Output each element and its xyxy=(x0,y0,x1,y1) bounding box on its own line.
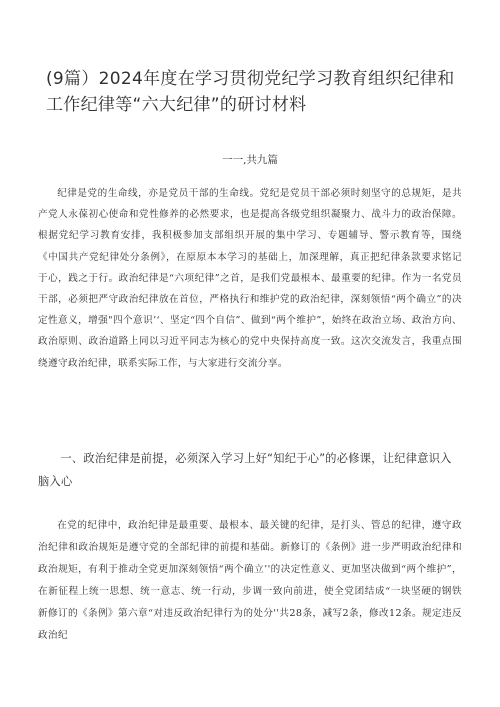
section-heading: 一、政治纪律是前提，必须深入学习上好“知纪于心”的必修课，让纪律意识入脑入心 xyxy=(38,452,452,488)
intro-paragraph: 纪律是党的生命线，亦是党员干部的生命线。党纪是党员干部必须时刻坚守的总规矩，是共产党人永葆初心使命和党性修养的必然要求，也是提高各级党组织凝聚力、战斗力的政治保障。根据党纪学习教育安排，我积极参加支部组织开展的集中学习、专题辅导、警示教育等，围绕《中国共产党纪律处分条例》，在原原本本学习的基础上，加深理解，真正把纪律条款要求铭记于心，践之于行。政治纪律是“六项纪律”之首，是我们党最根本、最重要的纪律。作为一名党员干部，必须把严守政治纪律放在首位，严格执行和维护党的政治纪律，深刻领悟“两个确立”的决定性意义，增强"四个意识’‘、坚定“四个自信”、做到“两个维护”，始终在政治立场、政治方向、政治原则、政治道路上同以习近平同志为核心的党中央保持高度一致。这次交流发言，我重点围绕遵守政治纪律，联系实际工作，与大家进行交流分享。 xyxy=(38,188,462,369)
document-title: (9篇）2024年度在学习贯彻党纪学习教育组织纪律和工作纪律等“六大纪律”的研讨材料 xyxy=(46,69,455,115)
document-subtitle: 一一,共九篇 xyxy=(222,154,278,166)
section-paragraph: 在党的纪律中，政治纪律是最重要、最根本、最关键的纪律，是打头、管总的纪律，遵守政治纪律和政治规矩是遵守党的全部纪律的前提和基础。新修订的《条例》进一步严明政治纪律和政治规矩，有利于推动全党更加深刻领悟“两个确立’'的决定性意义、更加坚决做到“两个维护”，在新征程上统一思想、统一意志、统一行动，步调一致向前进，使全党团结成“一块坚硬的钢铁新修订的《条例》第六章“对违反政治纪律行为的处分''共28条，减写2条，修改12条。规定违反政治纪 xyxy=(38,520,462,641)
